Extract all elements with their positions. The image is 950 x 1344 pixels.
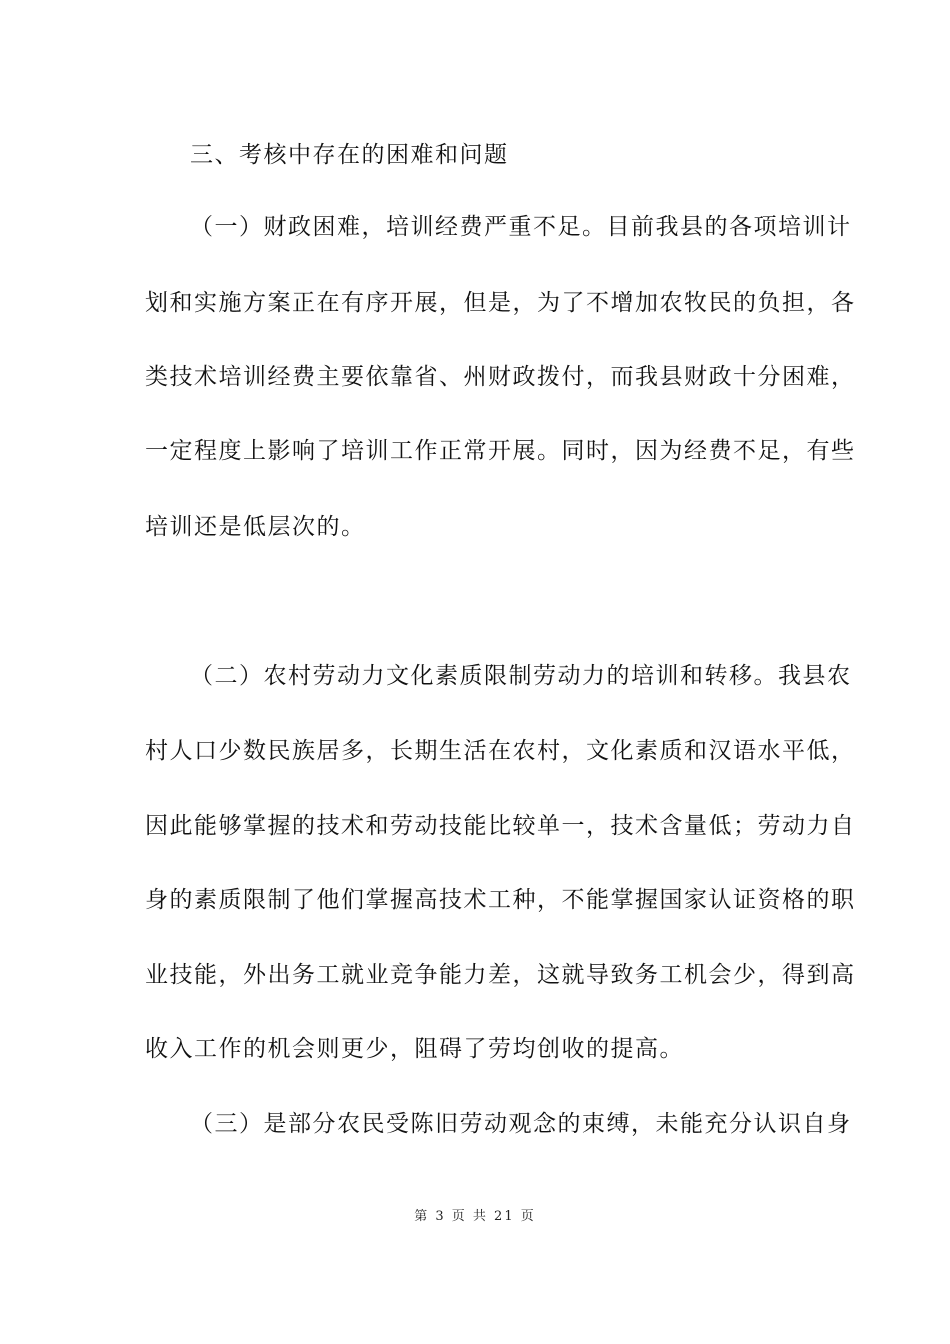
paragraph-line: 因此能够掌握的技术和劳动技能比较单一，技术含量低；劳动力自 bbox=[145, 813, 856, 839]
paragraph-line: 村人口少数民族居多，长期生活在农村，文化素质和汉语水平低， bbox=[145, 738, 856, 764]
paragraph-line: 划和实施方案正在有序开展，但是，为了不增加农牧民的负担，各 bbox=[145, 290, 856, 316]
paragraph-line: 一定程度上影响了培训工作正常开展。同时，因为经费不足，有些 bbox=[145, 438, 856, 464]
page-footer: 第 3 页 共 21 页 bbox=[414, 1209, 536, 1224]
paragraph-line: 业技能，外出务工就业竞争能力差，这就导致务工机会少，得到高 bbox=[145, 962, 856, 988]
paragraph-line: （二）农村劳动力文化素质限制劳动力的培训和转移。我县农 bbox=[190, 663, 852, 689]
paragraph-line: 身的素质限制了他们掌握高技术工种，不能掌握国家认证资格的职 bbox=[145, 887, 856, 913]
paragraph-line: 类技术培训经费主要依靠省、州财政拨付，而我县财政十分困难， bbox=[145, 364, 856, 390]
paragraph-line: 收入工作的机会则更少，阻碍了劳均创收的提高。 bbox=[145, 1036, 684, 1062]
paragraph-line: （一）财政困难，培训经费严重不足。目前我县的各项培训计 bbox=[190, 214, 852, 240]
paragraph-line: （三）是部分农民受陈旧劳动观念的束缚，未能充分认识自身 bbox=[190, 1111, 852, 1137]
section-heading: 三、考核中存在的困难和问题 bbox=[190, 142, 509, 168]
paragraph-line: 培训还是低层次的。 bbox=[145, 514, 366, 540]
